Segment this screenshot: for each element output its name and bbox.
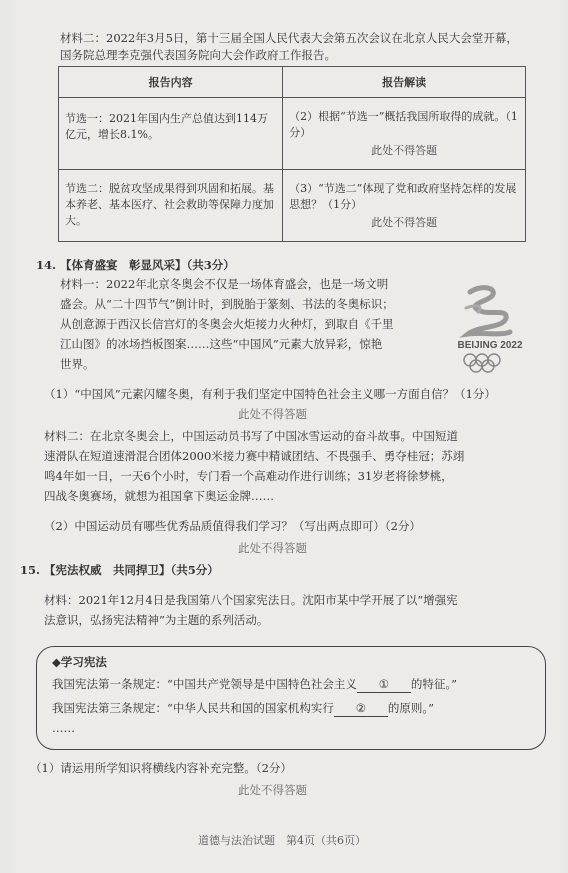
q14-question-1: （1）“中国风”元素闪耀冬奥，有利于我们坚定中国特色社会主义哪一方面自信？（1分） <box>44 387 496 401</box>
blank-two[interactable]: ② <box>334 700 388 717</box>
q15-question-1: （1）请运用所学知识将横线内容补充完整。（2分） <box>30 761 292 775</box>
q14-material-one-line: 从创意源于西汉长信宫灯的冬奥会火炬接力火种灯，到取自《千里 <box>60 317 394 331</box>
winter-olympics-emblem-icon <box>448 278 532 374</box>
q14-material-two-line: 四战冬奥赛场，就想为祖国拿下奥运金牌…… <box>44 489 274 503</box>
blank-one[interactable]: ① <box>357 676 411 693</box>
q14-material-one-line: 世界。 <box>60 357 95 371</box>
no-answer-note: 此处不得答题 <box>371 144 438 157</box>
question-three-text: （3）“节选二”体现了党和政府坚持怎样的发展思想？（1分） <box>289 182 517 211</box>
ellipsis: …… <box>52 721 75 735</box>
table-question-two <box>283 98 526 170</box>
article-one-suffix: 的特征。” <box>410 677 458 691</box>
article-three-suffix: 的原则。” <box>387 701 435 715</box>
table-excerpt-two <box>59 170 283 242</box>
material-two-text: 材料二：2022年3月5日，第十三届全国人民代表大会第五次会议在北京人民大会堂开幕，国务院总理李克强代表国务院向大会作政府工作报告。 <box>60 31 518 62</box>
logo-text: BEIJING 2022 <box>457 340 523 351</box>
no-answer-note: 此处不得答题 <box>371 216 438 229</box>
q14-material-two-line: 鸣4年如一日，一天6个小时，专门看一个高难动作进行训练；31岁老将徐梦桃， <box>44 469 453 483</box>
question-14-title: 14. 【体育盛宴 彰显风采】（共3分） <box>36 258 235 272</box>
page-footer: 道德与法治试题 第4页（共6页） <box>198 834 366 847</box>
question-15-title: 15. 【宪法权威 共同捍卫】（共5分） <box>20 563 219 577</box>
q14-material-one-line: 材料一：2022年北京冬奥会不仅是一场体育盛会，也是一场文明 <box>60 277 389 291</box>
excerpt-one-text: 节选一：2021年国内生产总值达到114万亿元，增长8.1%。 <box>65 112 268 141</box>
excerpt-two-text: 节选二：脱贫攻坚成果得到巩固和拓展。基本养老、基本医疗、社会救助等保障力度加大。 <box>65 182 274 227</box>
question-two-text: （2）根据“节选一”概括我国所取得的成就。（1分） <box>289 110 518 139</box>
q14-material-one-line: 盛会。从“二十四节气”倒计时，到脱胎于篆刻、书法的冬奥标识； <box>60 297 394 311</box>
table-header-content: 报告内容 <box>59 67 283 98</box>
q15-material-line: 法意识，弘扬宪法精神”为主题的系列活动。 <box>44 613 269 627</box>
q14-question-2: （2）中国运动员有哪些优秀品质值得我们学习？（写出两点即可）（2分） <box>44 519 421 533</box>
q14-material-two-line: 速滑队在短道速滑混合团体2000米接力赛中精诚团结、不畏强手、勇夺桂冠；苏翊 <box>44 449 465 463</box>
no-answer-note: 此处不得答题 <box>238 407 307 421</box>
q14-material-two-line: 材料二：在北京冬奥会上，中国运动员书写了中国冰雪运动的奋斗故事。中国短道 <box>44 429 458 443</box>
table-excerpt-one <box>59 98 283 170</box>
q15-material-line: 材料：2021年12月4日是我国第八个国家宪法日。沈阳市某中学开展了以“增强宪 <box>44 593 458 607</box>
table-header-interpretation: 报告解读 <box>283 67 526 98</box>
beijing-2022-logo <box>448 278 532 374</box>
constitution-article-three <box>52 700 434 717</box>
box-title: ◆学习宪法 <box>52 655 107 669</box>
article-three-prefix: 我国宪法第三条规定：“中华人民共和国的国家机构实行 <box>52 701 334 715</box>
q14-material-one-line: 江山图》的冰场挡板图案……这些“中国风”元素大放异彩，惊艳 <box>60 337 383 351</box>
table-question-three <box>283 170 526 242</box>
constitution-article-one <box>52 676 457 693</box>
learn-constitution-box <box>36 646 546 750</box>
report-table <box>58 66 526 242</box>
no-answer-note: 此处不得答题 <box>238 783 307 797</box>
no-answer-note: 此处不得答题 <box>238 541 307 555</box>
article-one-prefix: 我国宪法第一条规定：“中国共产党领导是中国特色社会主义 <box>52 677 357 691</box>
